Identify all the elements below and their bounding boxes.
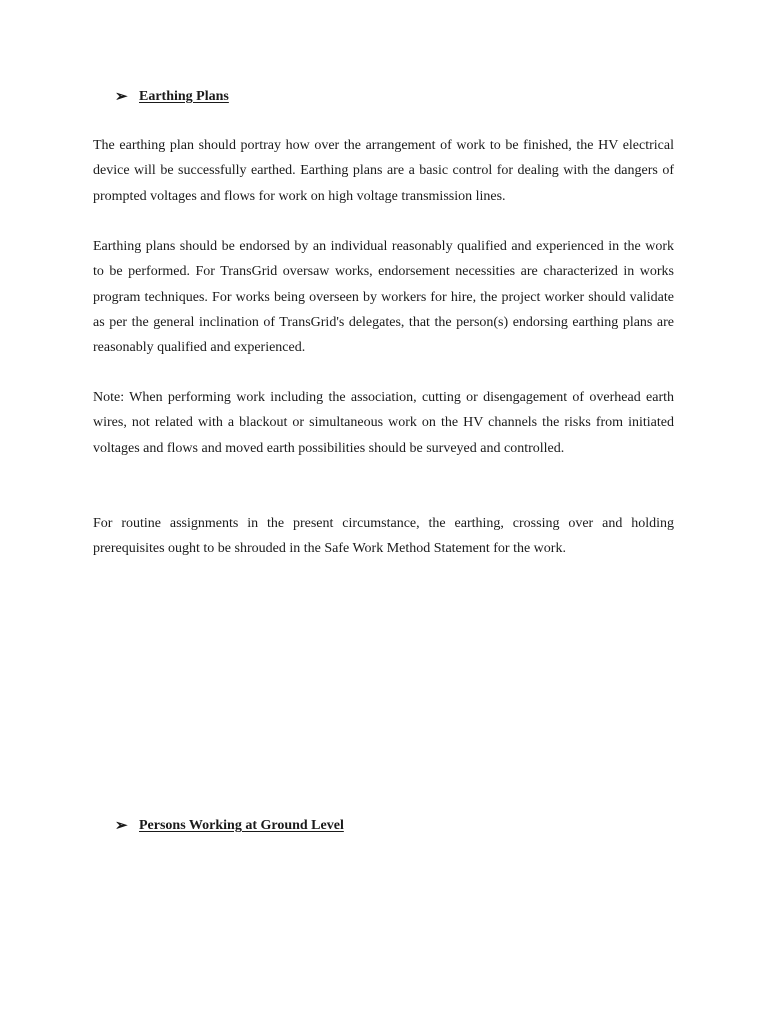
arrow-bullet-icon: ➢ — [115, 89, 128, 105]
heading-text: Earthing Plans — [139, 89, 229, 104]
arrow-bullet-icon: ➢ — [115, 818, 128, 834]
heading-text: Persons Working at Ground Level — [139, 818, 344, 833]
section-heading-persons-working-at-ground-level — [115, 817, 344, 835]
paragraph: The earthing plan should portray how over the arrangement of work to be finished, the HV electrical device will be successfully earthed. Earthing plans are a basic control for dealing with the dangers of prompted voltages and flows for work on high voltage transmission lines. — [93, 138, 674, 204]
paragraph: Note: When performing work including the association, cutting or disengagement of overhead earth wires, not related with a blackout or simultaneous work on the HV channels the risks from initiated voltages and flows and moved earth possibilities should be surveyed and controlled. — [93, 390, 674, 456]
paragraph: Earthing plans should be endorsed by an individual reasonably qualified and experienced in the work to be performed. For TransGrid oversaw works, endorsement necessities are characterized in works program techniques. For works being overseen by workers for hire, the project worker should validate as per the general inclination of TransGrid's delegates, that the person(s) endorsing earthing plans are reasonably qualified and experienced. — [93, 239, 674, 356]
section-heading-earthing-plans — [115, 88, 229, 106]
paragraph: For routine assignments in the present circumstance, the earthing, crossing over and holding prerequisites ought to be shrouded in the Safe Work Method Statement for the work. — [93, 516, 674, 557]
